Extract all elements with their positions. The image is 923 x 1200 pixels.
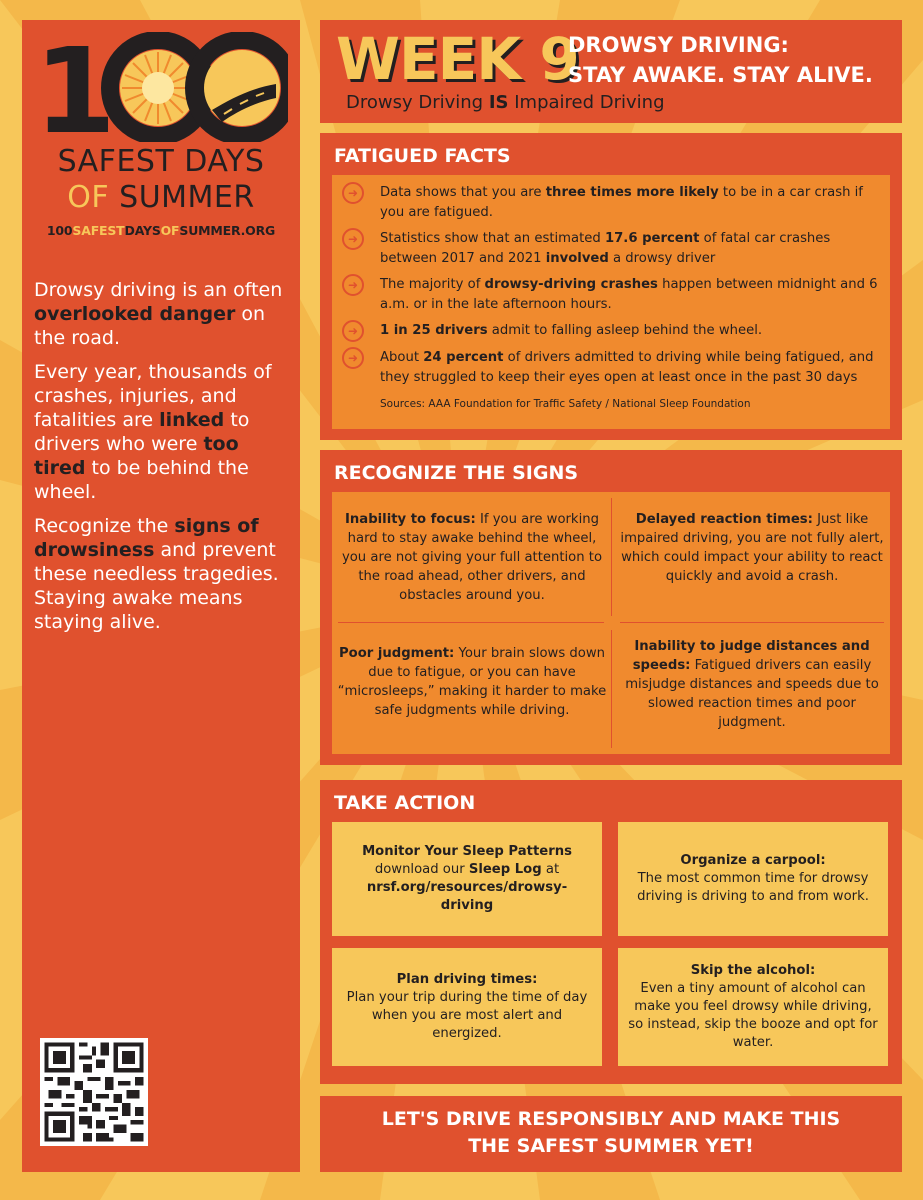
section-title-signs: RECOGNIZE THE SIGNS (334, 462, 579, 484)
divider (338, 622, 604, 623)
intro-paragraph-2: Every year, thousands of crashes, injuries, and fatalities are linked to drivers who were too tired to be behind the wheel. (34, 361, 272, 503)
fact-item: ➜ Statistics show that an estimated 17.6 percent of fatal car crashes between 2017 and 2021 involved a drowsy driver (342, 229, 880, 269)
intro-paragraph-3: Recognize the signs of drowsiness and prevent these needless tragedies. Staying awake means staying alive. (34, 515, 279, 633)
svg-text:1: 1 (34, 32, 117, 142)
intro-text (34, 278, 292, 644)
footer-line-1: LET'S DRIVE RESPONSIBLY AND MAKE THIS (381, 1108, 841, 1130)
title-line-2: STAY AWAKE. STAY ALIVE. (568, 63, 873, 87)
subtitle: Drowsy Driving IS Impaired Driving (346, 92, 665, 113)
intro-paragraph-1: Drowsy driving is an often overlooked danger on the road. (34, 279, 283, 349)
left-column (22, 20, 300, 1172)
fact-item: ➜ Data shows that you are three times more likely to be in a car crash if you are fatigued. (342, 183, 880, 223)
sign-poor-judgment: Poor judgment: Your brain slows down due to fatigue, or you can have “microsleeps,” making it harder to make safe judgments while driving. (337, 646, 607, 718)
arrow-right-circle-icon: ➜ (342, 320, 364, 342)
sign-delayed-reaction: Delayed reaction times: Just like impaired driving, you are not fully alert, which could impact your ability to react quickly and avoid a crash. (620, 512, 884, 584)
fact-item: ➜ About 24 percent of drivers admitted to driving while being fatigued, and they struggled to keep their eyes open at least once in the past 30 days (342, 348, 880, 388)
fact-item: ➜ 1 in 25 drivers admit to falling asleep behind the wheel. (342, 321, 880, 342)
action-card-plan: Plan driving times: Plan your trip during the time of day when you are most alert and energized. (332, 948, 602, 1066)
drowsy-driving-link[interactable]: nrsf.org/resources/drowsy-driving (366, 880, 568, 913)
arrow-right-circle-icon: ➜ (342, 228, 364, 250)
website-link[interactable]: 100SAFESTDAYSOFSUMMER.ORG (46, 223, 276, 238)
header-banner (320, 20, 902, 123)
title-line-1: DROWSY DRIVING: (568, 33, 789, 57)
footer-line-2: THE SAFEST SUMMER YET! (468, 1135, 754, 1157)
arrow-right-circle-icon: ➜ (342, 274, 364, 296)
logo-text-safest-days: SAFEST DAYS (57, 144, 265, 179)
fatigued-facts-section (320, 133, 902, 440)
signs-grid (332, 492, 890, 754)
recognize-signs-section (320, 450, 902, 765)
sources-note: Sources: AAA Foundation for Traffic Safety / National Sleep Foundation (380, 398, 751, 410)
divider (611, 498, 612, 616)
fact-item: ➜ The majority of drowsy-driving crashes happen between midnight and 6 a.m. or in the late afternoon hours. (342, 275, 880, 315)
take-action-section (320, 780, 902, 1084)
arrow-right-circle-icon: ➜ (342, 347, 364, 369)
action-card-sleep: Monitor Your Sleep Patterns download our Sleep Log at nrsf.org/resources/drowsy-driving (332, 822, 602, 936)
sign-judge-distances: Inability to judge distances and speeds: Fatigued drivers can easily misjudge distances and speeds due to slowed reaction times and poor judgment. (625, 639, 879, 730)
divider (620, 622, 884, 623)
road-icon (194, 40, 288, 136)
facts-list (332, 175, 890, 429)
divider (611, 630, 612, 748)
action-card-carpool: Organize a carpool: The most common time for drowsy driving is driving to and from work. (618, 822, 888, 936)
qr-code-icon[interactable] (40, 1038, 148, 1146)
week-number: WEEK 9 (336, 25, 579, 93)
section-title-action: TAKE ACTION (334, 792, 476, 814)
section-title-facts: FATIGUED FACTS (334, 145, 511, 167)
sign-inability-to-focus: Inability to focus: If you are working hard to stay awake behind the wheel, you are not giving your full attention to the road ahead, other drivers, and obstacles around you. (341, 512, 603, 603)
footer-banner (320, 1096, 902, 1172)
page-title (568, 30, 873, 90)
arrow-right-circle-icon: ➜ (342, 182, 364, 204)
logo-text-of-summer: OF SUMMER (67, 180, 255, 215)
logo-100 (34, 32, 288, 142)
action-card-alcohol: Skip the alcohol: Even a tiny amount of alcohol can make you feel drowsy while driving, so instead, skip the booze and opt for water. (618, 948, 888, 1066)
